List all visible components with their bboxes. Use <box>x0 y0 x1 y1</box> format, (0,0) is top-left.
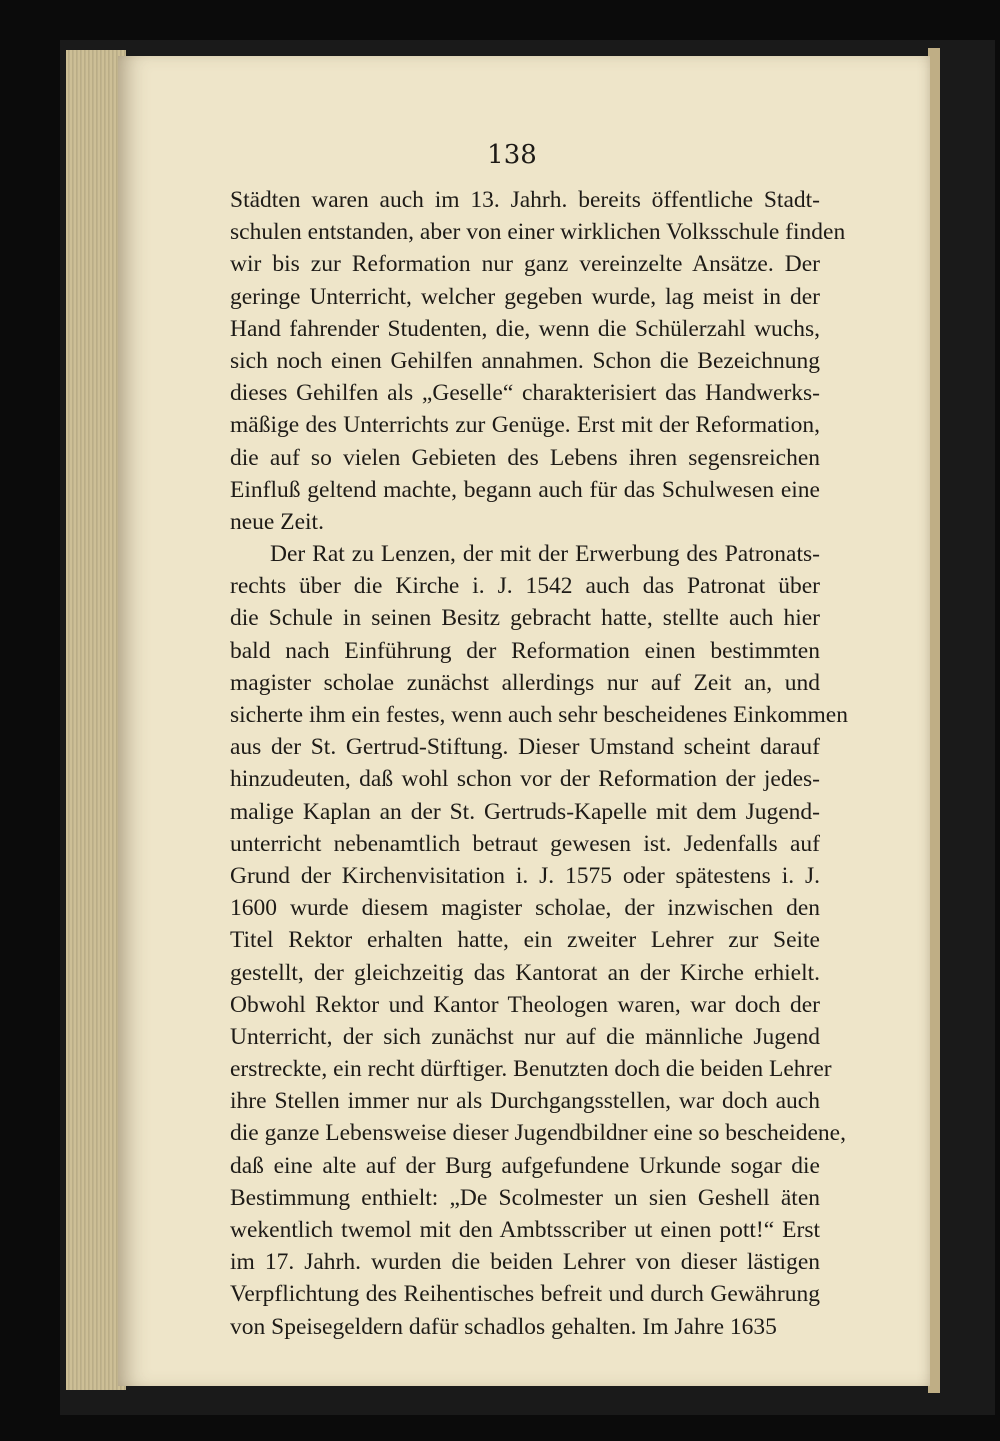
page-text <box>230 184 848 1343</box>
text-line: Grund der Kirchenvisitation i. J. 1575 oder spätestens i. J. <box>230 862 820 889</box>
text-line: Unterricht, der sich zunächst nur auf die männliche Jugend <box>230 1023 820 1050</box>
text-line: hinzudeuten, daß wohl schon vor der Reformation der jedes- <box>230 766 820 793</box>
text-line: wir bis zur Reformation nur ganz vereinzelte Ansätze. Der <box>230 251 820 278</box>
text-line: wekentlich twemol mit den Ambtsscriber ut einen pott!“ Erst <box>230 1217 820 1243</box>
text-line: aus der St. Gertrud-Stiftung. Dieser Umstand scheint darauf <box>230 734 820 761</box>
text-line: mäßige des Unterrichts zur Genüge. Erst mit der Reformation, <box>230 412 820 439</box>
text-line: rechts über die Kirche i. J. 1542 auch das Patronat über <box>230 573 820 600</box>
text-line: von Speisegeldern dafür schadlos gehalten. Im Jahre 1635 <box>230 1313 777 1340</box>
page-number: 138 <box>487 140 537 170</box>
text-line: dieses Gehilfen als „Geselle“ charakterisiert das Handwerks- <box>230 380 820 407</box>
text-line: sich noch einen Gehilfen annahmen. Schon die Bezeichnung <box>230 347 820 374</box>
text-line: sicherte ihm ein festes, wenn auch sehr bescheidenes Einkommen <box>230 702 848 728</box>
text-line: die ganze Lebensweise dieser Jugendbildner eine so bescheidene, <box>230 1120 846 1147</box>
text-line: die auf so vielen Gebieten des Lebens ihren segensreichen <box>230 444 820 471</box>
text-line: erstreckte, ein recht dürftiger. Benutzten doch die beiden Lehrer <box>230 1056 832 1083</box>
text-line: magister scholae zunächst allerdings nur auf Zeit an, und <box>230 669 820 696</box>
book-page <box>118 56 930 1386</box>
text-line: Bestimmung enthielt: „De Scolmester un sien Geshell äten <box>230 1184 820 1211</box>
text-line: Verpflichtung des Reihentisches befreit und durch Gewährung <box>230 1281 820 1308</box>
page-stack-edge <box>66 50 126 1390</box>
text-line: Titel Rektor erhalten hatte, ein zweiter Lehrer zur Seite <box>230 927 820 954</box>
text-line: Der Rat zu Lenzen, der mit der Erwerbung des Patronats- <box>270 541 820 568</box>
text-line: neue Zeit. <box>230 508 324 535</box>
text-line: im 17. Jahrh. wurden die beiden Lehrer von dieser lästigen <box>230 1249 820 1276</box>
text-line: Obwohl Rektor und Kantor Theologen waren, war doch der <box>230 991 820 1018</box>
text-line: 1600 wurde diesem magister scholae, der inzwischen den <box>230 895 820 922</box>
text-line: daß eine alte auf der Burg aufgefundene Urkunde sogar die <box>230 1152 820 1179</box>
text-line: Hand fahrender Studenten, die, wenn die Schülerzahl wuchs, <box>230 315 820 342</box>
text-line: bald nach Einführung der Reformation einen bestimmten <box>230 637 820 664</box>
text-line: Einfluß geltend machte, begann auch für das Schulwesen eine <box>230 476 820 503</box>
text-line: schulen entstanden, aber von einer wirklichen Volksschule finden <box>230 219 846 246</box>
text-line: gestellt, der gleichzeitig das Kantorat an der Kirche erhielt. <box>230 959 820 986</box>
text-line: unterricht nebenamtlich betraut gewesen ist. Jedenfalls auf <box>230 830 820 857</box>
text-line: ihre Stellen immer nur als Durchgangsstellen, war doch auch <box>230 1088 820 1115</box>
text-line: malige Kaplan an der St. Gertruds-Kapelle mit dem Jugend- <box>230 798 820 825</box>
text-line: Städten waren auch im 13. Jahrh. bereits öffentliche Stadt- <box>230 187 820 213</box>
text-line: geringe Unterricht, welcher gegeben wurde, lag meist in der <box>230 283 820 310</box>
text-line: die Schule in seinen Besitz gebracht hatte, stellte auch hier <box>230 605 820 632</box>
